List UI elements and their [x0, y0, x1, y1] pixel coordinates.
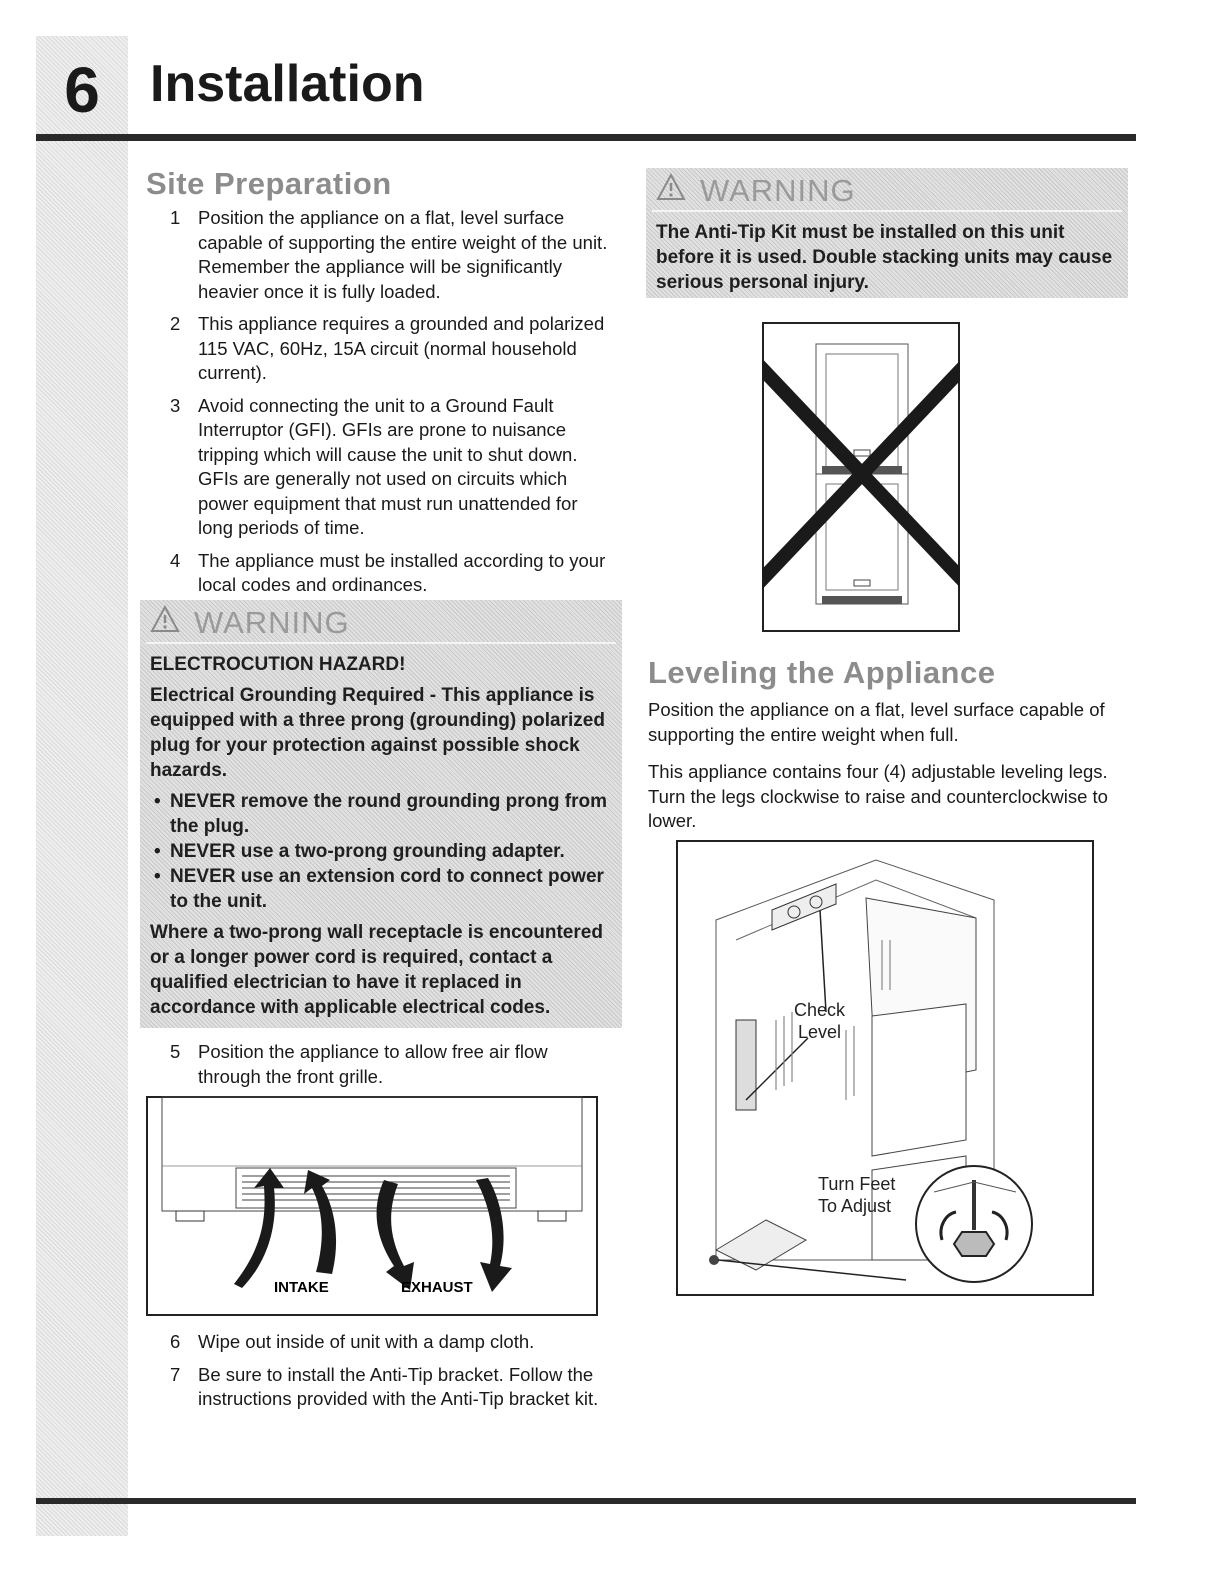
list-item-number: 4 [170, 549, 181, 571]
intake-label: INTAKE [274, 1279, 329, 1296]
leveling-para-1: Position the appliance on a flat, level surface capable of supporting the entire weight when full. [648, 699, 1105, 745]
exhaust-label: EXHAUST [401, 1279, 473, 1296]
warning-bullets [150, 789, 612, 914]
hazard-title: ELECTROCUTION HAZARD! [150, 654, 406, 675]
site-prep-list-3 [150, 1330, 630, 1420]
warning-divider [146, 642, 616, 644]
leveling-figure [676, 840, 1094, 1296]
warning-header [140, 600, 622, 642]
warning-triangle-icon [656, 173, 686, 209]
warning-label: WARNING [700, 173, 856, 208]
list-item-text: Wipe out inside of unit with a damp cloth. [198, 1331, 535, 1352]
warning-closing: Where a two-prong wall receptacle is encountered or a longer power cord is required, contact a qualified electrician to have it replaced in accordance with applicable electrical codes. [150, 922, 603, 1018]
sidebar-band [36, 36, 128, 1536]
list-item [150, 1363, 630, 1412]
list-item-number: 5 [170, 1041, 181, 1062]
no-stacking-figure [762, 322, 960, 632]
bottom-divider [36, 1498, 1136, 1504]
list-item [150, 394, 610, 541]
warning-triangle-icon [150, 605, 180, 641]
list-item [150, 312, 610, 386]
list-item [150, 549, 610, 598]
chapter-number: 6 [64, 54, 100, 126]
leveling-heading: Leveling the Appliance [648, 655, 996, 690]
list-item-text: Avoid connecting the unit to a Ground Fault Interruptor (GFI). GFIs are prone to nuisance tripping which will cause the unit to shut down. GFIs are generally not used on circuits which power equipment that must run unattended for long periods of time. [198, 394, 578, 538]
warning-bullet: • NEVER use a two-prong grounding adapter. [150, 839, 612, 864]
site-preparation-heading: Site Preparation [146, 166, 392, 201]
list-item-text: This appliance requires a grounded and polarized 115 VAC, 60Hz, 15A circuit (normal household current). [198, 313, 605, 383]
list-item-text: The appliance must be installed according to your local codes and ordinances. [198, 549, 606, 595]
list-item [150, 1330, 630, 1355]
turn-feet-label-1: Turn Feet [818, 1174, 896, 1194]
list-item [150, 1040, 610, 1089]
warning-header [646, 168, 1128, 210]
electrocution-warning-box [140, 600, 622, 1028]
warning-intro: Electrical Grounding Required - This appliance is equipped with a three prong (grounding) polarized plug for your protection against possible shock hazards. [150, 685, 605, 781]
warning-bullet: • NEVER use an extension cord to connect power to the unit. [150, 864, 612, 914]
list-item-number: 1 [170, 207, 181, 228]
turn-feet-label-2: To Adjust [818, 1196, 892, 1216]
list-item-number: 2 [170, 313, 181, 334]
antitip-warning-box [646, 168, 1128, 298]
list-item-text: Position the appliance to allow free air flow through the front grille. [198, 1041, 548, 1087]
site-prep-list-2 [150, 1040, 610, 1097]
page-title: Installation [150, 55, 425, 113]
list-item-text: Be sure to install the Anti-Tip bracket. Follow the instructions provided with the Anti-Tip bracket kit. [198, 1363, 599, 1409]
warning-divider [652, 210, 1122, 212]
check-label-2: Level [798, 1022, 842, 1042]
list-item-number: 7 [170, 1363, 181, 1385]
site-prep-list-1 [150, 206, 610, 606]
list-item-text: Position the appliance on a flat, level surface capable of supporting the entire weight of the unit. Remember the appliance will be significantly heavier once it is fully loaded. [198, 207, 608, 302]
antitip-warning-text: The Anti-Tip Kit must be installed on this unit before it is used. Double stacking units may cause serious personal injury. [656, 222, 1113, 293]
warning-bullet: • NEVER remove the round grounding prong from the plug. [150, 789, 612, 839]
top-divider [36, 134, 1136, 141]
warning-label: WARNING [194, 605, 350, 640]
list-item-number: 6 [170, 1331, 181, 1352]
airflow-figure [146, 1096, 598, 1316]
check-label-1: Check [794, 1000, 846, 1020]
list-item [150, 206, 610, 304]
list-item-number: 3 [170, 394, 181, 416]
leveling-para-2: This appliance contains four (4) adjustable leveling legs. Turn the legs clockwise to raise and counterclockwise to lower. [648, 761, 1108, 831]
